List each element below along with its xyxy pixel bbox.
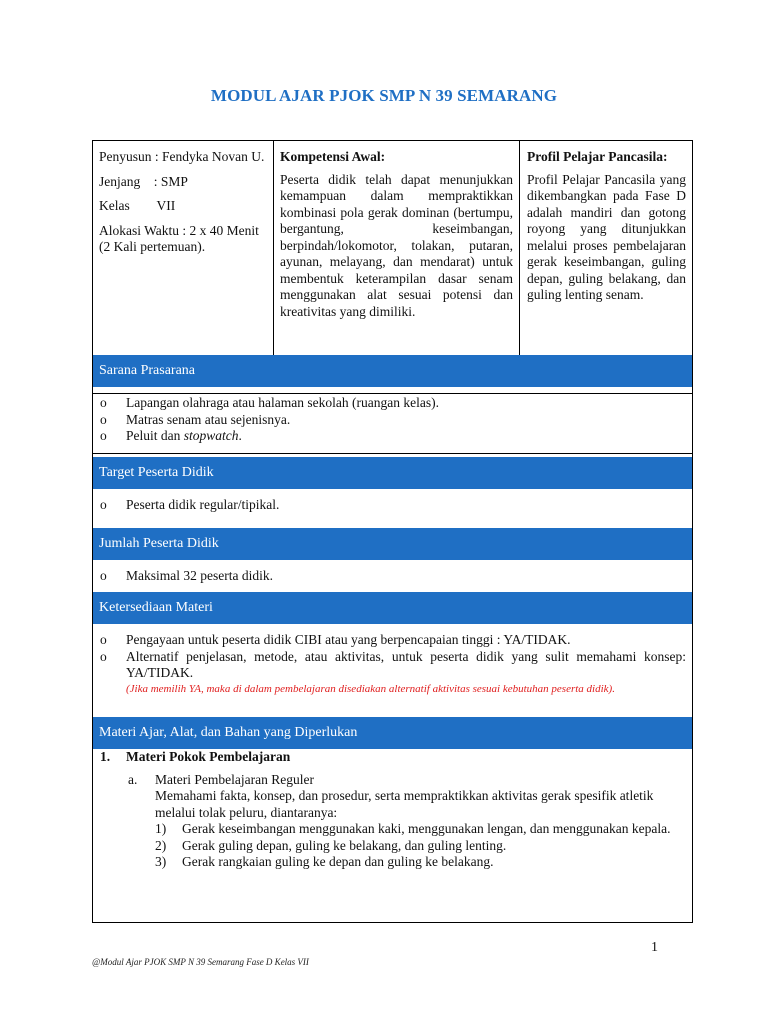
bullet-icon: o <box>100 411 107 427</box>
facilities-list <box>93 395 692 445</box>
subsection-paragraph: Memahami fakta, konsep, dan prosedur, serta mempraktikkan aktivitas gerak spesifik atletik melalui tolak peluru, diantaranya: <box>155 788 654 820</box>
list-item: o Peserta didik regular/tipikal. <box>100 497 280 512</box>
initial-competence-heading: Kompetensi Awal: <box>280 149 386 164</box>
initial-competence-text: Peserta didik telah dapat menunjukkan kemampuan dalam mempraktikkan kombinasi pola gerak dominan (bertumpu, bergantung, keseimbangan, berpindah/lokomotor, tolakan, putaran, ayunan, melayang, dan mendarat) untuk membentuk keterampilan dasar senam menggunakan alat sesuai potensi dan kreativitas yang dimiliki. <box>280 171 513 319</box>
list-item: 3) Gerak rangkaian guling ke depan dan guling ke belakang. <box>155 854 494 869</box>
target-students-header: Target Peserta Didik <box>93 457 692 489</box>
page-number: 1 <box>651 940 658 955</box>
bullet-icon: o <box>100 497 107 512</box>
selection-note: (Jika memilih YA, maka di dalam pembelajaran disediakan alternatif aktivitas sesuai kebutuhan peserta didik). <box>126 682 615 695</box>
bullet-icon: o <box>100 632 107 647</box>
list-item: o Pengayaan untuk peserta didik CIBI atau yang berpencapaian tinggi : YA/TIDAK. <box>100 632 571 647</box>
author-text: Penyusun : Fendyka Novan U. <box>99 149 265 164</box>
pancasila-profile-text: Profil Pelajar Pancasila yang dikembangkan pada Fase D adalah mandiri dan gotong royong yang ditunjukkan melalui proses pembelajaran gerak keseimbangan, guling depan, guling belakang, dan guling lenting senam. <box>527 171 686 302</box>
student-count-list <box>93 568 692 585</box>
document-title: MODUL AJAR PJOK SMP N 39 SEMARANG <box>210 86 558 105</box>
target-students-box <box>93 489 692 529</box>
time-allocation-text: Alokasi Waktu : 2 x 40 Menit (2 Kali pertemuan). <box>99 222 259 254</box>
section-heading: 1. Materi Pokok Pembelajaran <box>100 749 291 764</box>
facilities-header: Sarana Prasarana <box>93 355 692 387</box>
list-item: o Lapangan olahraga atau halaman sekolah (ruangan kelas). <box>100 395 439 410</box>
initial-competence-cell <box>274 141 520 355</box>
pancasila-profile-cell <box>520 141 692 355</box>
teaching-materials-header: Materi Ajar, Alat, dan Bahan yang Diperlukan <box>93 717 692 749</box>
class-text: Kelas VII <box>99 198 176 213</box>
material-availability-header: Ketersediaan Materi <box>93 592 692 624</box>
module-table <box>92 140 693 923</box>
list-item: o Matras senam atau sejenisnya. <box>100 411 291 427</box>
list-item: o Maksimal 32 peserta didik. <box>100 568 273 583</box>
identity-cell <box>93 141 274 355</box>
page-footer: @Modul Ajar PJOK SMP N 39 Semarang Fase D Kelas VII <box>92 957 309 967</box>
info-row <box>93 141 692 355</box>
bullet-icon: o <box>100 648 107 664</box>
list-item: 2) Gerak guling depan, guling ke belakang, dan guling lenting. <box>155 837 507 853</box>
list-item: o Peluit dan stopwatch. <box>100 428 242 443</box>
list-item: 1) Gerak keseimbangan menggunakan kaki, menggunakan lengan, dan menggunakan kepala. <box>155 821 671 836</box>
stopwatch-text: stopwatch <box>183 428 239 443</box>
level-text: Jenjang : SMP <box>99 173 188 189</box>
bullet-icon: o <box>100 428 107 443</box>
student-count-header: Jumlah Peserta Didik <box>93 528 692 560</box>
bullet-icon: o <box>100 395 107 410</box>
bullet-icon: o <box>100 568 107 583</box>
subsection-heading: a. Materi Pembelajaran Reguler <box>128 771 314 787</box>
material-availability-list <box>93 632 692 696</box>
pancasila-profile-heading: Profil Pelajar Pancasila: <box>527 149 668 164</box>
teaching-materials-content <box>93 749 692 871</box>
list-item: o Alternatif penjelasan, metode, atau aktivitas, untuk peserta didik yang sulit memahami konsep: YA/TIDAK. <box>100 648 686 680</box>
